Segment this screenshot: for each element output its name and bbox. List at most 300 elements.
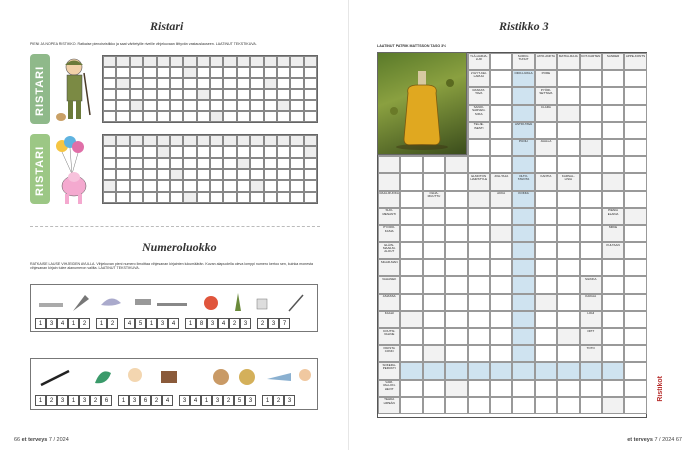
grid-cell[interactable]: [116, 146, 129, 157]
grid-cell[interactable]: [130, 78, 143, 89]
answer-cell[interactable]: [490, 294, 512, 311]
grid-cell[interactable]: [290, 111, 303, 122]
answer-cell[interactable]: [445, 276, 467, 293]
grid-cell[interactable]: [290, 78, 303, 89]
grid-cell[interactable]: [103, 192, 116, 203]
grid-cell[interactable]: [250, 56, 263, 67]
grid-cell[interactable]: [130, 89, 143, 100]
answer-cell[interactable]: [535, 259, 557, 276]
grid-cell[interactable]: [223, 100, 236, 111]
answer-cell[interactable]: [400, 225, 422, 242]
grid-cell[interactable]: [264, 67, 277, 78]
grid-cell[interactable]: [304, 67, 317, 78]
grid-cell[interactable]: [277, 135, 290, 146]
grid-cell[interactable]: [210, 89, 223, 100]
answer-cell[interactable]: [557, 259, 579, 276]
answer-cell[interactable]: [423, 328, 445, 345]
grid-cell[interactable]: [250, 158, 263, 169]
grid-cell[interactable]: [170, 111, 183, 122]
answer-cell[interactable]: [490, 191, 512, 208]
grid-cell[interactable]: [250, 67, 263, 78]
answer-cell[interactable]: [580, 380, 602, 397]
grid-cell[interactable]: [250, 146, 263, 157]
answer-cell[interactable]: [580, 328, 602, 345]
answer-cell[interactable]: [535, 328, 557, 345]
grid-cell[interactable]: [157, 100, 170, 111]
answer-cell[interactable]: [535, 105, 557, 122]
grid-cell[interactable]: [223, 169, 236, 180]
answer-cell[interactable]: [512, 380, 534, 397]
answer-cell[interactable]: [490, 380, 512, 397]
grid-cell[interactable]: [223, 135, 236, 146]
answer-cell[interactable]: [512, 105, 534, 122]
answer-cell[interactable]: [468, 276, 490, 293]
answer-cell[interactable]: [468, 173, 490, 190]
answer-cell[interactable]: [445, 294, 467, 311]
answer-cell[interactable]: [535, 139, 557, 156]
grid-cell[interactable]: [237, 67, 250, 78]
grid-cell[interactable]: [290, 146, 303, 157]
answer-cell[interactable]: [400, 191, 422, 208]
answer-cell[interactable]: [400, 362, 422, 379]
grid-cell[interactable]: [130, 67, 143, 78]
grid-cell[interactable]: [304, 192, 317, 203]
grid-cell[interactable]: [264, 180, 277, 191]
grid-cell[interactable]: [130, 56, 143, 67]
answer-cell[interactable]: [557, 208, 579, 225]
grid-cell[interactable]: [277, 89, 290, 100]
grid-cell[interactable]: [223, 111, 236, 122]
answer-cell[interactable]: [580, 105, 602, 122]
grid-cell[interactable]: [277, 78, 290, 89]
grid-cell[interactable]: [183, 158, 196, 169]
grid-cell[interactable]: [170, 100, 183, 111]
answer-cell[interactable]: [468, 380, 490, 397]
grid-cell[interactable]: [143, 89, 156, 100]
grid-cell[interactable]: [197, 169, 210, 180]
answer-cell[interactable]: [423, 362, 445, 379]
grid-cell[interactable]: [290, 56, 303, 67]
grid-cell[interactable]: [290, 169, 303, 180]
answer-cell[interactable]: [445, 242, 467, 259]
grid-cell[interactable]: [197, 56, 210, 67]
grid-cell[interactable]: [183, 111, 196, 122]
answer-cell[interactable]: [535, 362, 557, 379]
answer-cell[interactable]: [602, 311, 624, 328]
grid-cell[interactable]: [170, 67, 183, 78]
answer-cell[interactable]: [512, 70, 534, 87]
grid-cell[interactable]: [264, 100, 277, 111]
answer-cell[interactable]: [400, 276, 422, 293]
answer-cell[interactable]: [624, 105, 646, 122]
answer-cell[interactable]: [445, 225, 467, 242]
grid-cell[interactable]: [223, 89, 236, 100]
answer-cell[interactable]: [512, 397, 534, 414]
answer-cell[interactable]: [602, 259, 624, 276]
answer-cell[interactable]: [468, 87, 490, 104]
grid-cell[interactable]: [157, 89, 170, 100]
grid-cell[interactable]: [290, 67, 303, 78]
grid-cell[interactable]: [250, 192, 263, 203]
answer-cell[interactable]: [580, 294, 602, 311]
grid-cell[interactable]: [157, 146, 170, 157]
grid-cell[interactable]: [223, 180, 236, 191]
grid-cell[interactable]: [116, 89, 129, 100]
grid-cell[interactable]: [183, 67, 196, 78]
grid-cell[interactable]: [130, 111, 143, 122]
grid-cell[interactable]: [157, 169, 170, 180]
grid-cell[interactable]: [304, 111, 317, 122]
answer-cell[interactable]: [602, 242, 624, 259]
grid-cell[interactable]: [130, 135, 143, 146]
grid-cell[interactable]: [130, 192, 143, 203]
answer-cell[interactable]: [400, 380, 422, 397]
answer-cell[interactable]: [602, 380, 624, 397]
grid-cell[interactable]: [130, 100, 143, 111]
grid-cell[interactable]: [210, 158, 223, 169]
grid-cell[interactable]: [290, 135, 303, 146]
answer-cell[interactable]: [445, 345, 467, 362]
answer-cell[interactable]: [468, 328, 490, 345]
grid-cell[interactable]: [237, 56, 250, 67]
grid-cell[interactable]: [210, 111, 223, 122]
grid-cell[interactable]: [197, 100, 210, 111]
grid-cell[interactable]: [304, 100, 317, 111]
answer-cell[interactable]: [602, 70, 624, 87]
answer-cell[interactable]: [423, 311, 445, 328]
grid-cell[interactable]: [143, 169, 156, 180]
answer-cell[interactable]: [400, 397, 422, 414]
grid-cell[interactable]: [116, 56, 129, 67]
grid-cell[interactable]: [304, 146, 317, 157]
grid-cell[interactable]: [197, 67, 210, 78]
grid-cell[interactable]: [183, 180, 196, 191]
answer-cell[interactable]: [624, 276, 646, 293]
answer-cell[interactable]: [423, 397, 445, 414]
grid-cell[interactable]: [170, 89, 183, 100]
answer-cell[interactable]: [468, 53, 490, 70]
answer-cell[interactable]: [468, 345, 490, 362]
answer-cell[interactable]: [624, 362, 646, 379]
answer-cell[interactable]: [468, 122, 490, 139]
answer-cell[interactable]: [557, 380, 579, 397]
answer-cell[interactable]: [512, 345, 534, 362]
grid-cell[interactable]: [143, 100, 156, 111]
answer-cell[interactable]: [535, 225, 557, 242]
answer-cell[interactable]: [557, 397, 579, 414]
grid-cell[interactable]: [116, 100, 129, 111]
grid-cell[interactable]: [210, 146, 223, 157]
grid-cell[interactable]: [264, 158, 277, 169]
answer-cell[interactable]: [557, 362, 579, 379]
grid-cell[interactable]: [103, 135, 116, 146]
answer-cell[interactable]: [445, 191, 467, 208]
grid-cell[interactable]: [103, 56, 116, 67]
answer-cell[interactable]: [490, 156, 512, 173]
grid-cell[interactable]: [157, 192, 170, 203]
grid-cell[interactable]: [223, 192, 236, 203]
answer-cell[interactable]: [535, 87, 557, 104]
grid-cell[interactable]: [143, 135, 156, 146]
grid-cell[interactable]: [103, 78, 116, 89]
grid-cell[interactable]: [103, 180, 116, 191]
grid-cell[interactable]: [183, 100, 196, 111]
grid-cell[interactable]: [237, 192, 250, 203]
answer-cell[interactable]: [445, 362, 467, 379]
answer-cell[interactable]: [557, 191, 579, 208]
answer-cell[interactable]: [423, 276, 445, 293]
answer-cell[interactable]: [445, 397, 467, 414]
answer-cell[interactable]: [580, 397, 602, 414]
grid-cell[interactable]: [143, 78, 156, 89]
grid-cell[interactable]: [170, 169, 183, 180]
answer-cell[interactable]: [490, 208, 512, 225]
answer-cell[interactable]: [624, 173, 646, 190]
grid-cell[interactable]: [116, 67, 129, 78]
answer-cell[interactable]: [602, 345, 624, 362]
grid-cell[interactable]: [277, 180, 290, 191]
grid-cell[interactable]: [223, 56, 236, 67]
answer-cell[interactable]: [512, 191, 534, 208]
grid-cell[interactable]: [170, 192, 183, 203]
grid-cell[interactable]: [116, 158, 129, 169]
answer-cell[interactable]: [602, 87, 624, 104]
grid-cell[interactable]: [237, 135, 250, 146]
grid-cell[interactable]: [290, 89, 303, 100]
grid-cell[interactable]: [197, 146, 210, 157]
answer-cell[interactable]: [535, 276, 557, 293]
grid-cell[interactable]: [143, 192, 156, 203]
grid-cell[interactable]: [143, 146, 156, 157]
answer-cell[interactable]: [557, 294, 579, 311]
grid-cell[interactable]: [223, 67, 236, 78]
grid-cell[interactable]: [237, 100, 250, 111]
answer-cell[interactable]: [602, 225, 624, 242]
answer-cell[interactable]: [468, 225, 490, 242]
answer-cell[interactable]: [512, 362, 534, 379]
answer-cell[interactable]: [624, 191, 646, 208]
grid-cell[interactable]: [170, 78, 183, 89]
grid-cell[interactable]: [250, 135, 263, 146]
grid-cell[interactable]: [277, 169, 290, 180]
grid-cell[interactable]: [170, 56, 183, 67]
answer-cell[interactable]: [624, 380, 646, 397]
answer-cell[interactable]: [423, 242, 445, 259]
grid-cell[interactable]: [290, 180, 303, 191]
grid-cell[interactable]: [183, 192, 196, 203]
answer-cell[interactable]: [535, 173, 557, 190]
answer-cell[interactable]: [423, 294, 445, 311]
answer-cell[interactable]: [512, 208, 534, 225]
grid-cell[interactable]: [290, 192, 303, 203]
answer-cell[interactable]: [535, 311, 557, 328]
grid-cell[interactable]: [183, 78, 196, 89]
answer-cell[interactable]: [490, 139, 512, 156]
answer-cell[interactable]: [512, 122, 534, 139]
grid-cell[interactable]: [210, 180, 223, 191]
answer-cell[interactable]: [557, 276, 579, 293]
grid-cell[interactable]: [210, 56, 223, 67]
answer-cell[interactable]: [490, 242, 512, 259]
grid-cell[interactable]: [210, 135, 223, 146]
grid-cell[interactable]: [264, 56, 277, 67]
grid-cell[interactable]: [250, 111, 263, 122]
answer-cell[interactable]: [445, 328, 467, 345]
answer-cell[interactable]: [624, 259, 646, 276]
grid-cell[interactable]: [277, 158, 290, 169]
grid-cell[interactable]: [183, 89, 196, 100]
answer-cell[interactable]: [400, 259, 422, 276]
answer-cell[interactable]: [468, 70, 490, 87]
grid-cell[interactable]: [304, 180, 317, 191]
grid-cell[interactable]: [183, 56, 196, 67]
answer-cell[interactable]: [512, 87, 534, 104]
answer-cell[interactable]: [580, 311, 602, 328]
answer-cell[interactable]: [557, 173, 579, 190]
answer-cell[interactable]: [490, 53, 512, 70]
answer-cell[interactable]: [624, 345, 646, 362]
answer-cell[interactable]: [535, 191, 557, 208]
answer-cell[interactable]: [468, 139, 490, 156]
grid-cell[interactable]: [130, 146, 143, 157]
answer-cell[interactable]: [624, 139, 646, 156]
answer-cell[interactable]: [557, 70, 579, 87]
answer-cell[interactable]: [490, 105, 512, 122]
answer-cell[interactable]: [624, 311, 646, 328]
grid-cell[interactable]: [304, 89, 317, 100]
grid-cell[interactable]: [237, 180, 250, 191]
grid-cell[interactable]: [143, 67, 156, 78]
answer-cell[interactable]: [400, 242, 422, 259]
answer-cell[interactable]: [512, 156, 534, 173]
answer-cell[interactable]: [580, 208, 602, 225]
grid-cell[interactable]: [170, 146, 183, 157]
answer-cell[interactable]: [580, 345, 602, 362]
grid-cell[interactable]: [250, 89, 263, 100]
answer-cell[interactable]: [468, 105, 490, 122]
answer-cell[interactable]: [602, 208, 624, 225]
answer-cell[interactable]: [580, 70, 602, 87]
answer-cell[interactable]: [602, 191, 624, 208]
grid-cell[interactable]: [116, 180, 129, 191]
answer-cell[interactable]: [400, 345, 422, 362]
answer-cell[interactable]: [468, 362, 490, 379]
answer-cell[interactable]: [602, 362, 624, 379]
answer-cell[interactable]: [423, 380, 445, 397]
grid-cell[interactable]: [304, 78, 317, 89]
grid-cell[interactable]: [264, 146, 277, 157]
grid-cell[interactable]: [223, 146, 236, 157]
grid-cell[interactable]: [304, 56, 317, 67]
grid-cell[interactable]: [210, 192, 223, 203]
answer-cell[interactable]: [490, 345, 512, 362]
grid-cell[interactable]: [237, 169, 250, 180]
grid-cell[interactable]: [264, 169, 277, 180]
grid-cell[interactable]: [197, 89, 210, 100]
answer-cell[interactable]: [468, 311, 490, 328]
grid-cell[interactable]: [210, 78, 223, 89]
grid-cell[interactable]: [250, 180, 263, 191]
grid-cell[interactable]: [277, 192, 290, 203]
grid-cell[interactable]: [264, 78, 277, 89]
answer-cell[interactable]: [490, 276, 512, 293]
grid-cell[interactable]: [290, 158, 303, 169]
grid-cell[interactable]: [197, 192, 210, 203]
answer-cell[interactable]: [490, 311, 512, 328]
grid-cell[interactable]: [116, 78, 129, 89]
answer-cell[interactable]: [580, 156, 602, 173]
answer-cell[interactable]: [624, 225, 646, 242]
grid-cell[interactable]: [143, 180, 156, 191]
answer-cell[interactable]: [557, 225, 579, 242]
grid-cell[interactable]: [103, 100, 116, 111]
answer-cell[interactable]: [624, 294, 646, 311]
answer-cell[interactable]: [512, 276, 534, 293]
grid-cell[interactable]: [103, 169, 116, 180]
grid-cell[interactable]: [264, 135, 277, 146]
answer-cell[interactable]: [580, 173, 602, 190]
answer-cell[interactable]: [423, 208, 445, 225]
grid-cell[interactable]: [143, 56, 156, 67]
grid-cell[interactable]: [197, 180, 210, 191]
grid-cell[interactable]: [130, 158, 143, 169]
grid-cell[interactable]: [157, 67, 170, 78]
answer-cell[interactable]: [490, 70, 512, 87]
grid-cell[interactable]: [157, 111, 170, 122]
answer-cell[interactable]: [512, 242, 534, 259]
grid-cell[interactable]: [197, 158, 210, 169]
answer-cell[interactable]: [512, 328, 534, 345]
grid-cell[interactable]: [304, 135, 317, 146]
answer-cell[interactable]: [468, 156, 490, 173]
grid-cell[interactable]: [170, 135, 183, 146]
grid-cell[interactable]: [250, 78, 263, 89]
grid-cell[interactable]: [277, 146, 290, 157]
grid-cell[interactable]: [157, 158, 170, 169]
answer-cell[interactable]: [445, 259, 467, 276]
answer-cell[interactable]: [624, 70, 646, 87]
answer-cell[interactable]: [557, 156, 579, 173]
grid-cell[interactable]: [143, 111, 156, 122]
grid-cell[interactable]: [237, 89, 250, 100]
grid-cell[interactable]: [103, 67, 116, 78]
grid-cell[interactable]: [237, 78, 250, 89]
grid-cell[interactable]: [157, 135, 170, 146]
grid-cell[interactable]: [103, 111, 116, 122]
answer-cell[interactable]: [423, 173, 445, 190]
grid-cell[interactable]: [277, 100, 290, 111]
answer-cell[interactable]: [512, 311, 534, 328]
answer-cell[interactable]: [624, 87, 646, 104]
grid-cell[interactable]: [130, 169, 143, 180]
grid-cell[interactable]: [264, 89, 277, 100]
answer-cell[interactable]: [400, 294, 422, 311]
answer-cell[interactable]: [423, 191, 445, 208]
grid-cell[interactable]: [264, 192, 277, 203]
answer-cell[interactable]: [490, 362, 512, 379]
answer-cell[interactable]: [512, 139, 534, 156]
answer-cell[interactable]: [445, 173, 467, 190]
answer-cell[interactable]: [490, 87, 512, 104]
answer-cell[interactable]: [423, 259, 445, 276]
grid-cell[interactable]: [290, 100, 303, 111]
grid-cell[interactable]: [103, 89, 116, 100]
answer-cell[interactable]: [468, 242, 490, 259]
grid-cell[interactable]: [116, 192, 129, 203]
grid-cell[interactable]: [183, 169, 196, 180]
answer-cell[interactable]: [468, 259, 490, 276]
grid-cell[interactable]: [157, 78, 170, 89]
